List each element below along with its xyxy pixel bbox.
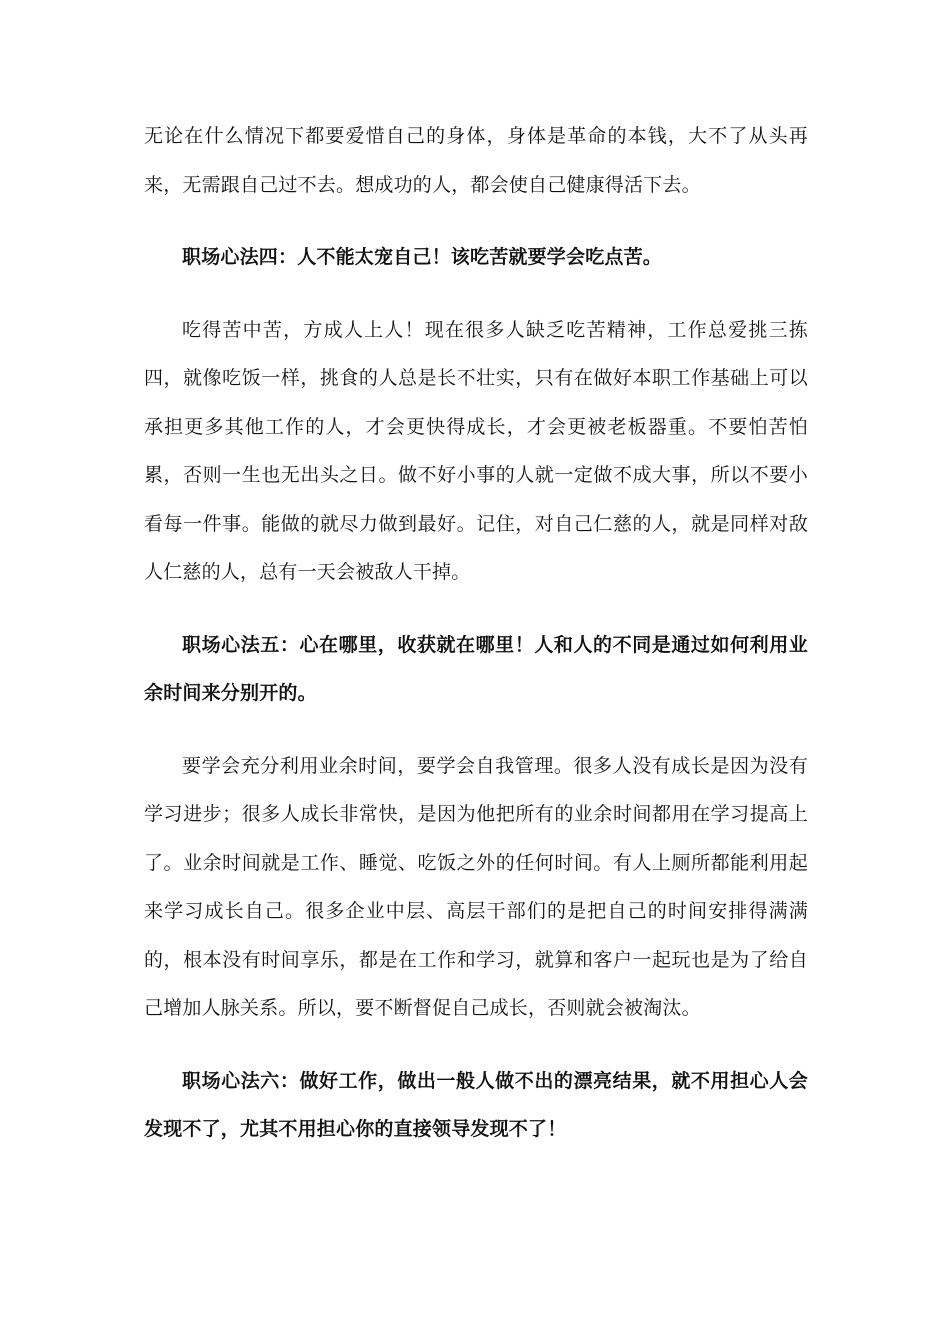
paragraph-gap [144,718,808,742]
paragraph-gap [144,597,808,621]
heading-method-four: 职场心法四：人不能太宠自己！该吃苦就要学会吃点苦。 [182,246,663,268]
heading-method-five: 职场心法五：心在哪里，收获就在哪里！人和人的不同是通过如何利用业余时间来分别开的。 [144,633,808,704]
paragraph-health: 无论在什么情况下都要爱惜自己的身体，身体是革命的本钱，大不了从头再来，无需跟自己过不去。想成功的人，都会使自己健康得活下去。 [144,125,808,196]
paragraph-gap [144,282,808,306]
paragraph-hardship: 吃得苦中苦，方成人上人！现在很多人缺乏吃苦精神，工作总爱挑三拣四，就像吃饭一样，挑食的人总是长不壮实，只有在做好本职工作基础上可以承担更多其他工作的人，才会更快得成长，才会更被老板器重。不要怕苦怕累，否则一生也无出头之日。做不好小事的人就一定做不成大事，所以不要小看每一件事。能做的就尽力做到最好。记住，对自己仁慈的人，就是同样对敌人仁慈的人，总有一天会被敌人干掉。 [144,318,808,583]
heading-method-six: 职场心法六：做好工作，做出一般人做不出的漂亮结果，就不用担心人会发现不了，尤其不用担心你的直接领导发现不了！ [144,1069,808,1140]
paragraph-gap [144,1033,808,1057]
paragraph-gap [144,209,808,233]
document-body [144,112,808,1154]
paragraph-spare-time: 要学会充分利用业余时间，要学会自我管理。很多人没有成长是因为没有学习进步；很多人成长非常快，是因为他把所有的业余时间都用在学习提高上了。业余时间就是工作、睡觉、吃饭之外的任何时间。有人上厕所都能利用起来学习成长自己。很多企业中层、高层干部们的是把自己的时间安排得满满的，根本没有时间享乐，都是在工作和学习，就算和客户一起玩也是为了给自己增加人脉关系。所以，要不断督促自己成长，否则就会被淘汰。 [144,754,808,1019]
